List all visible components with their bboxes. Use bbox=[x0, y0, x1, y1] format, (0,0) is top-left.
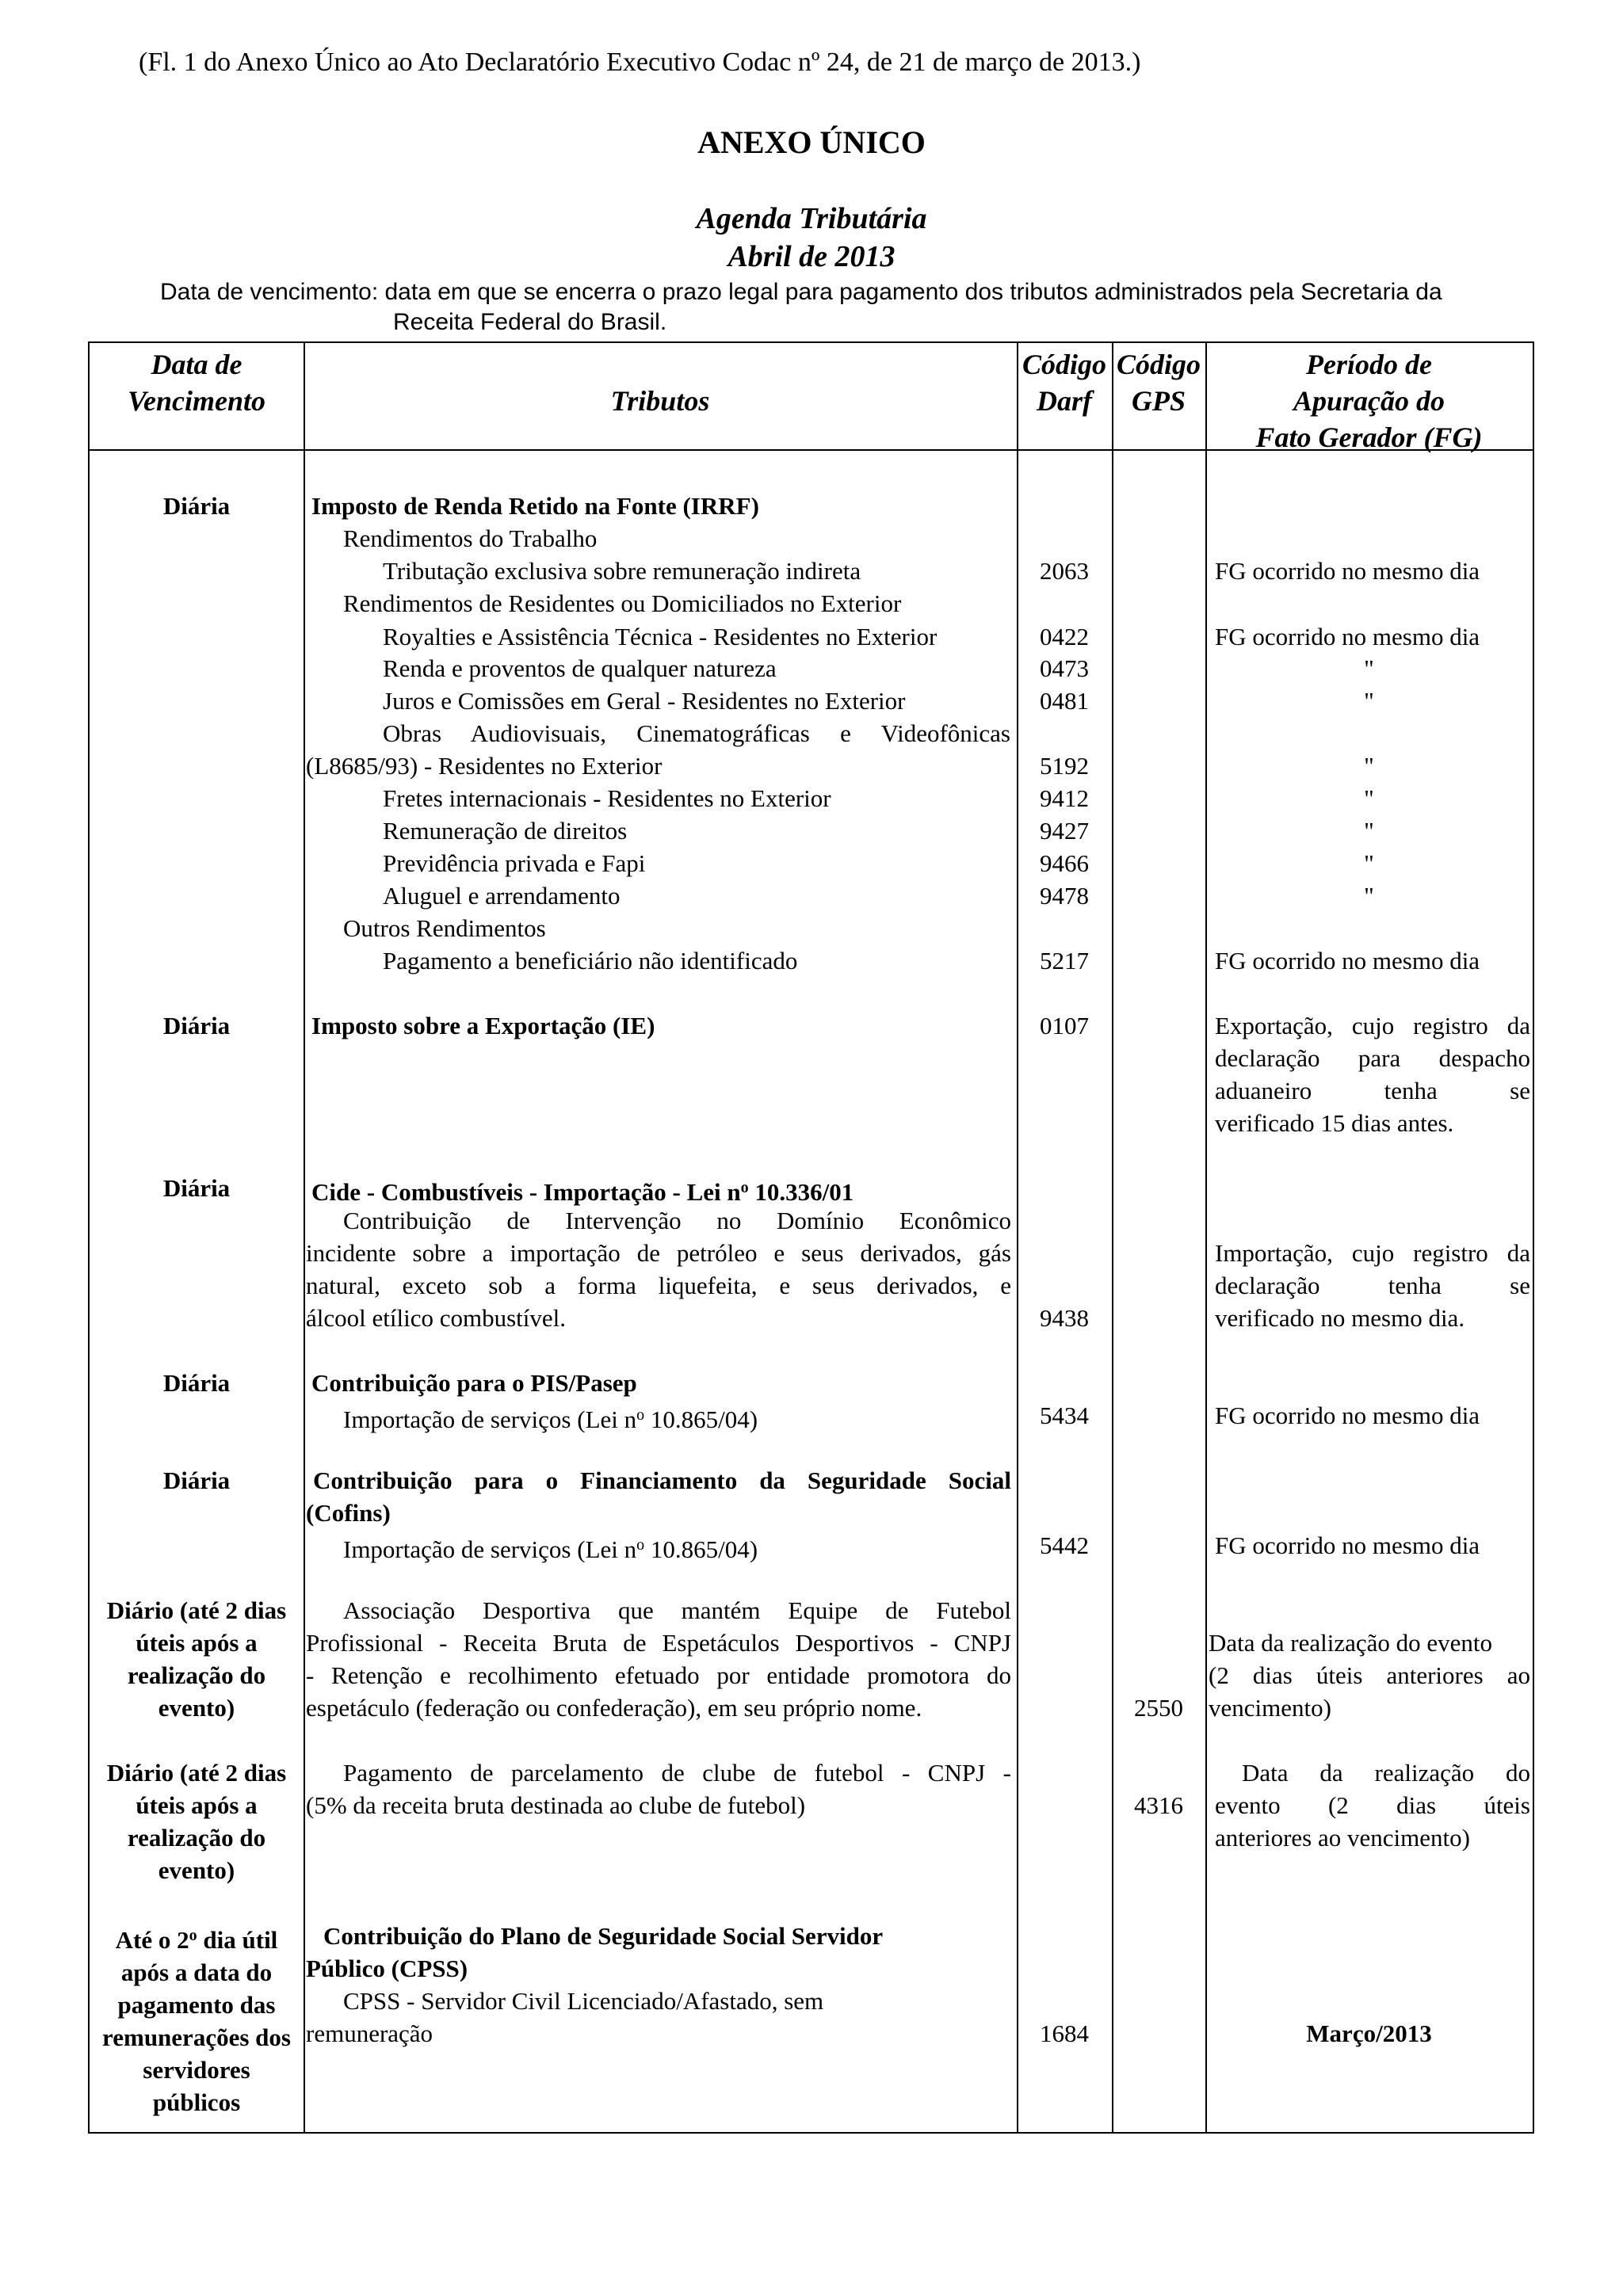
gps-code: 4316 bbox=[1134, 1791, 1183, 1819]
period-ditto: " bbox=[1364, 687, 1374, 715]
darf-code: 9438 bbox=[1040, 1304, 1089, 1332]
darf-code: 9412 bbox=[1040, 784, 1089, 812]
header-due-date: Data de Vencimento bbox=[127, 349, 265, 417]
period-ditto: " bbox=[1364, 752, 1374, 780]
darf-code: 2063 bbox=[1040, 557, 1089, 585]
due-date: Diária bbox=[162, 1012, 231, 1039]
col-divider bbox=[1017, 343, 1018, 2132]
col-divider bbox=[1112, 343, 1113, 2132]
period: Março/2013 bbox=[1306, 2019, 1432, 2047]
tax-agenda-table bbox=[88, 341, 1534, 2134]
tax-item-cont: (L8685/93) - Residentes no Exterior bbox=[306, 752, 663, 780]
darf-code: 9478 bbox=[1040, 882, 1089, 910]
period: FG ocorrido no mesmo dia bbox=[1215, 1402, 1480, 1429]
gps-code: 2550 bbox=[1134, 1694, 1183, 1722]
due-date: Diária bbox=[162, 492, 231, 520]
due-date: Até o 2$^o$ dia útil após a data do pagamento das remunerações dos servidores públicos bbox=[102, 1926, 291, 2116]
period: Data da realização do evento (2 dias úteis anteriores ao vencimento) bbox=[1209, 1629, 1530, 1722]
annex-title: ANEXO ÚNICO bbox=[697, 124, 926, 160]
period-ditto: " bbox=[1364, 817, 1374, 845]
tax-item: Aluguel e arrendamento bbox=[383, 882, 621, 910]
due-date: Diária bbox=[162, 1369, 231, 1397]
tax-group: Outros Rendimentos bbox=[343, 914, 546, 942]
tax-item: Importação de serviços (Lei $n^o$ 10.865/04) bbox=[343, 1535, 758, 1563]
header-period: Período de Apuração do Fato Gerador (FG) bbox=[1255, 349, 1483, 453]
due-date: Diário (até 2 dias úteis após a realização do evento) bbox=[106, 1596, 287, 1722]
header-darf-code: Código Darf bbox=[1022, 349, 1106, 417]
tax-item: CPSS - Servidor Civil Licenciado/Afastado, sem bbox=[343, 1987, 824, 2015]
month-title: Abril de 2013 bbox=[727, 240, 896, 273]
darf-code: 5192 bbox=[1040, 752, 1089, 780]
due-date: Diário (até 2 dias úteis após a realização do evento) bbox=[106, 1759, 287, 1884]
darf-code: 0107 bbox=[1040, 1012, 1089, 1039]
tax-group: Rendimentos de Residentes ou Domiciliados no Exterior bbox=[343, 589, 902, 617]
tax-title: Cide - Combustíveis - Importação - Lei $n^o$ 10.336/01 bbox=[311, 1178, 854, 1206]
tax-item: Remuneração de direitos bbox=[383, 817, 628, 845]
tax-item: Renda e proventos de qualquer natureza bbox=[383, 654, 777, 682]
darf-code: 0473 bbox=[1040, 654, 1089, 682]
period-ditto: " bbox=[1364, 784, 1374, 812]
period: Data da realização do evento (2 dias úteis anteriores ao vencimento) bbox=[1215, 1759, 1530, 1852]
tax-item: Pagamento a beneficiário não identificado bbox=[383, 947, 798, 974]
tax-title-cont: Público (CPSS) bbox=[306, 1955, 468, 1982]
period: Exportação, cujo registro da declaração para despacho aduaneiro tenha se verificado 15 dias antes. bbox=[1215, 1012, 1530, 1137]
due-date: Diária bbox=[162, 1466, 231, 1494]
document-reference: (Fl. 1 do Anexo Único ao Ato Declaratório Executivo Codac nº 24, de 21 de março de 2013.) bbox=[139, 48, 1141, 77]
tax-title: Imposto sobre a Exportação (IE) bbox=[311, 1012, 655, 1039]
agenda-title: Agenda Tributária bbox=[696, 202, 927, 235]
tax-description: Associação Desportiva que mantém Equipe de Futebol Profissional - Receita Bruta de Espetáculos Desportivos - CNPJ - Retenção e recolhimento efetuado por entidade promotora do espetáculo (federação ou confederação), em seu próprio nome. bbox=[306, 1596, 1011, 1722]
darf-code: 9427 bbox=[1040, 817, 1089, 845]
header-taxes: Tributos bbox=[610, 385, 710, 417]
tax-item: Obras Audiovisuais, Cinematográficas e Videofônicas bbox=[383, 719, 1010, 747]
tax-item: Fretes internacionais - Residentes no Exterior bbox=[383, 784, 831, 812]
tax-item: Juros e Comissões em Geral - Residentes no Exterior bbox=[383, 687, 906, 715]
darf-code: 5217 bbox=[1040, 947, 1089, 974]
header-gps-code: Código GPS bbox=[1116, 349, 1201, 417]
tax-item: Importação de serviços (Lei $n^o$ 10.865/04) bbox=[343, 1405, 758, 1433]
period: Importação, cujo registro da declaração tenha se verificado no mesmo dia. bbox=[1215, 1239, 1530, 1332]
period: FG ocorrido no mesmo dia bbox=[1215, 947, 1480, 974]
darf-code: 9466 bbox=[1040, 849, 1089, 877]
col-divider bbox=[1205, 343, 1207, 2132]
tax-item: Royalties e Assistência Técnica - Residentes no Exterior bbox=[383, 623, 938, 650]
tax-title-cont: (Cofins) bbox=[306, 1499, 391, 1527]
tax-item: Previdência privada e Fapi bbox=[383, 849, 646, 877]
tax-item: Tributação exclusiva sobre remuneração indireta bbox=[383, 557, 861, 585]
tax-group: Rendimentos do Trabalho bbox=[343, 524, 598, 552]
darf-code: 5442 bbox=[1040, 1531, 1089, 1559]
tax-description: Pagamento de parcelamento de clube de futebol - CNPJ - (5% da receita bruta destinada ao clube de futebol) bbox=[306, 1759, 1011, 1819]
darf-code: 0422 bbox=[1040, 623, 1089, 650]
due-date-note: Data de vencimento: data em que se encerra o prazo legal para pagamento dos tributos administrados pela Secretaria da bbox=[160, 279, 1442, 305]
period-ditto: " bbox=[1364, 849, 1374, 877]
tax-title: Imposto de Renda Retido na Fonte (IRRF) bbox=[311, 492, 759, 520]
tax-title: Contribuição para o PIS/Pasep bbox=[311, 1369, 637, 1397]
period-ditto: " bbox=[1364, 654, 1374, 682]
tax-description: Contribuição de Intervenção no Domínio Econômico incidente sobre a importação de petróleo e seus derivados, gás natural, exceto sob a forma liquefeita, e seus derivados, e álcool etílico combustível. bbox=[306, 1207, 1011, 1332]
due-date-note-cont: Receita Federal do Brasil. bbox=[393, 309, 667, 335]
tax-title: Contribuição para o Financiamento da Seguridade Social bbox=[313, 1466, 1011, 1494]
tax-item-cont: remuneração bbox=[306, 2019, 433, 2047]
period: FG ocorrido no mesmo dia bbox=[1215, 623, 1480, 650]
period: FG ocorrido no mesmo dia bbox=[1215, 557, 1480, 585]
col-divider bbox=[304, 343, 305, 2132]
darf-code: 0481 bbox=[1040, 687, 1089, 715]
tax-title: Contribuição do Plano de Seguridade Social Servidor bbox=[323, 1922, 884, 1950]
darf-code: 1684 bbox=[1040, 2019, 1089, 2047]
darf-code: 5434 bbox=[1040, 1402, 1089, 1429]
due-date: Diária bbox=[162, 1174, 231, 1202]
period: FG ocorrido no mesmo dia bbox=[1215, 1531, 1480, 1559]
period-ditto: " bbox=[1364, 882, 1374, 910]
